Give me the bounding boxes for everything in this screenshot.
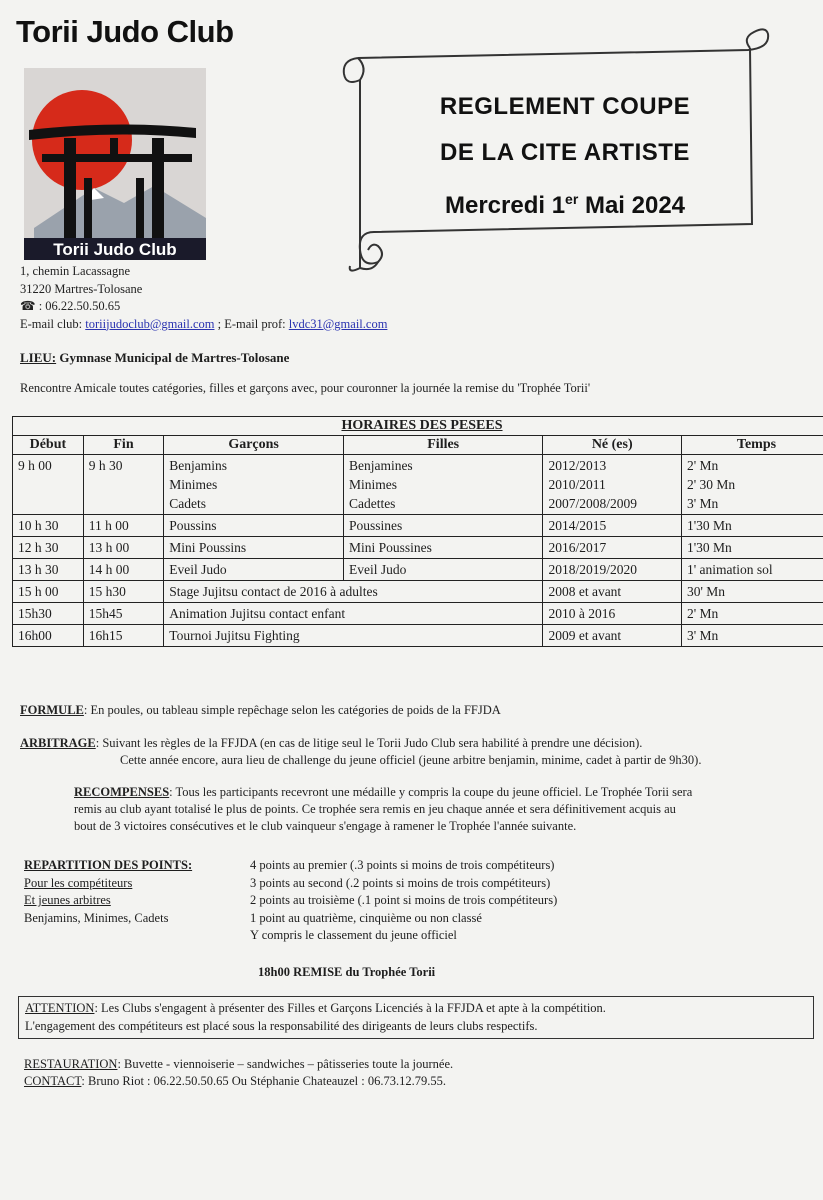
address-city: 31220 Martres-Tolosane — [20, 281, 143, 296]
arbitrage-label: ARBITRAGE — [20, 736, 96, 750]
points-line: 3 points au second (.2 points si moins de trois compétiteurs) — [250, 875, 551, 890]
email-club-link[interactable]: toriijudoclub@gmail.com — [85, 316, 215, 331]
table-cell: Poussines — [343, 515, 543, 537]
formule-label: FORMULE — [20, 703, 84, 717]
torii-logo — [24, 68, 206, 260]
col-header: Garçons — [164, 436, 344, 455]
table-cell: 12 h 30 — [13, 537, 84, 559]
table-cell: 2008 et avant — [543, 581, 682, 603]
repartition-labels — [24, 857, 192, 927]
repartition-label-4: Benjamins, Minimes, Cadets — [24, 910, 169, 925]
formule-text: : En poules, ou tableau simple repêchage selon les catégories de poids de la FFJDA — [83, 703, 501, 717]
contact-label: CONTACT — [24, 1074, 82, 1088]
col-header: Temps — [681, 436, 823, 455]
title-line-2: DE LA CITE ARTISTE — [440, 139, 690, 166]
repartition-label-3: Et jeunes arbitres — [24, 893, 111, 907]
recompenses-label: RECOMPENSES — [74, 785, 170, 799]
address-street: 1, chemin Lacassagne — [20, 264, 131, 278]
club-address — [20, 263, 387, 333]
arbitrage-text-2: Cette année encore, aura lieu de challenge du jeune officiel (jeune arbitre benjamin, minime, cadet à partir de 9h30). — [120, 753, 702, 767]
table-cell: 10 h 30 — [13, 515, 84, 537]
col-header: Filles — [343, 436, 543, 455]
attention-box — [18, 996, 814, 1039]
table-cell: 9 h 30 — [83, 455, 164, 515]
table-cell: 16h15 — [83, 625, 164, 647]
table-cell: 16h00 — [13, 625, 84, 647]
table-row — [13, 455, 823, 515]
table-cell: 2' Mn 2' 30 Mn 3' Mn — [681, 455, 823, 515]
attention-label: ATTENTION — [25, 1001, 95, 1015]
address-phone: ☎ : 06.22.50.50.65 — [20, 299, 121, 313]
table-cell: 13 h 30 — [13, 559, 84, 581]
restauration-text: : Buvette - viennoiserie – sandwiches – pâtisseries toute la journée. — [117, 1057, 454, 1071]
recompenses-text-3: bout de 3 victoires consécutives et le club vainqueur s'engage à ramener le Trophée l'année suivante. — [74, 819, 577, 833]
title-line-3: Mercredi 1er Mai 2024 — [444, 191, 686, 219]
address-emails: E-mail club: toriijudoclub@gmail.com ; E-mail prof: lvdc31@gmail.com — [20, 316, 388, 331]
repartition-label-2: Pour les compétiteurs — [24, 875, 133, 890]
table-cell: 1'30 Mn — [681, 515, 823, 537]
remise-trophee: 18h00 REMISE du Trophée Torii — [258, 965, 436, 979]
table-cell: Animation Jujitsu contact enfant — [164, 603, 543, 625]
table-cell: 2016/2017 — [543, 537, 682, 559]
table-cell: 2010 à 2016 — [543, 603, 682, 625]
schedule-title: HORAIRES DES PESEES — [13, 417, 823, 436]
contact-text: : Bruno Riot : 06.22.50.50.65 Ou Stéphanie Chateauzel : 06.73.12.79.55. — [81, 1074, 446, 1088]
table-cell: Mini Poussins — [164, 537, 344, 559]
table-cell: Mini Poussines — [343, 537, 543, 559]
table-cell: Stage Jujitsu contact de 2016 à adultes — [164, 581, 543, 603]
table-cell: 14 h 00 — [83, 559, 164, 581]
points-line: 1 point au quatrième, cinquième ou non classé — [250, 910, 482, 925]
table-cell: 2014/2015 — [543, 515, 682, 537]
table-cell: 1' animation sol — [681, 559, 823, 581]
logo-text: Torii Judo Club — [53, 240, 177, 259]
table-cell: Eveil Judo — [164, 559, 344, 581]
points-line: 4 points au premier (.3 points si moins de trois compétiteurs) — [250, 858, 555, 872]
table-row — [13, 559, 823, 581]
arbitrage-text-1: : Suivant les règles de la FFJDA (en cas de litige seul le Torii Judo Club sera habilité à prendre une décision). — [95, 736, 643, 750]
attention-text-1: : Les Clubs s'engagent à présenter des Filles et Garçons Licenciés à la FFJDA et apte à la compétition. — [94, 1001, 606, 1015]
table-row — [13, 581, 823, 603]
email-prof-link[interactable]: lvdc31@gmail.com — [288, 316, 388, 331]
schedule-table — [12, 416, 823, 647]
recompenses-block — [74, 784, 819, 835]
table-cell: 15 h 00 — [13, 581, 84, 603]
repartition-title: REPARTITION DES POINTS: — [24, 858, 193, 872]
rencontre-text: Rencontre Amicale toutes catégories, filles et garçons avec, pour couronner la journée la remise du 'Trophée Torii' — [20, 381, 591, 395]
restauration-contact — [24, 1056, 453, 1090]
recompenses-text-1: : Tous les participants recevront une médaille y compris la coupe du jeune officiel. Le Trophée Torii sera — [169, 785, 693, 799]
table-cell: Tournoi Jujitsu Fighting — [164, 625, 543, 647]
table-row — [13, 515, 823, 537]
col-header: Né (es) — [543, 436, 682, 455]
table-cell: 9 h 00 — [13, 455, 84, 515]
table-cell: 2012/2013 2010/2011 2007/2008/2009 — [543, 455, 682, 515]
table-cell: 2009 et avant — [543, 625, 682, 647]
table-cell: 30' Mn — [681, 581, 823, 603]
repartition-points — [250, 857, 557, 945]
restauration-label: RESTAURATION — [24, 1057, 118, 1071]
lieu-value: Gymnase Municipal de Martres-Tolosane — [56, 350, 290, 365]
table-cell: 11 h 00 — [83, 515, 164, 537]
arbitrage-block — [20, 735, 820, 769]
table-cell: Eveil Judo — [343, 559, 543, 581]
attention-text-2: L'engagement des compétiteurs est placé sous la responsabilité des dirigeants de leurs clubs respectifs. — [25, 1018, 538, 1033]
table-row — [13, 537, 823, 559]
table-cell: 3' Mn — [681, 625, 823, 647]
points-line: 2 points au troisième (.1 point si moins de trois compétiteurs) — [250, 893, 558, 907]
table-cell: 2018/2019/2020 — [543, 559, 682, 581]
title-line-1: REGLEMENT COUPE — [439, 93, 691, 120]
table-cell: Poussins — [164, 515, 344, 537]
scroll-title — [380, 84, 750, 229]
col-header: Début — [13, 436, 84, 455]
table-cell: 15h45 — [83, 603, 164, 625]
table-cell: Benjamins Minimes Cadets — [164, 455, 344, 515]
table-row — [13, 603, 823, 625]
table-cell: Benjamines Minimes Cadettes — [343, 455, 543, 515]
club-name-heading: Torii Judo Club — [16, 14, 234, 49]
lieu-line — [20, 350, 289, 366]
col-header: Fin — [83, 436, 164, 455]
lieu-label: LIEU: — [20, 350, 57, 365]
points-line: Y compris le classement du jeune officiel — [250, 928, 457, 942]
recompenses-text-2: remis au club ayant totalisé le plus de points. Ce trophée sera remis en jeu chaque année et sera définitivement acquis au — [74, 802, 676, 816]
table-row — [13, 625, 823, 647]
formule-line — [20, 702, 501, 719]
table-cell: 13 h 00 — [83, 537, 164, 559]
table-cell: 2' Mn — [681, 603, 823, 625]
table-cell: 15 h30 — [83, 581, 164, 603]
table-cell: 15h30 — [13, 603, 84, 625]
table-cell: 1'30 Mn — [681, 537, 823, 559]
